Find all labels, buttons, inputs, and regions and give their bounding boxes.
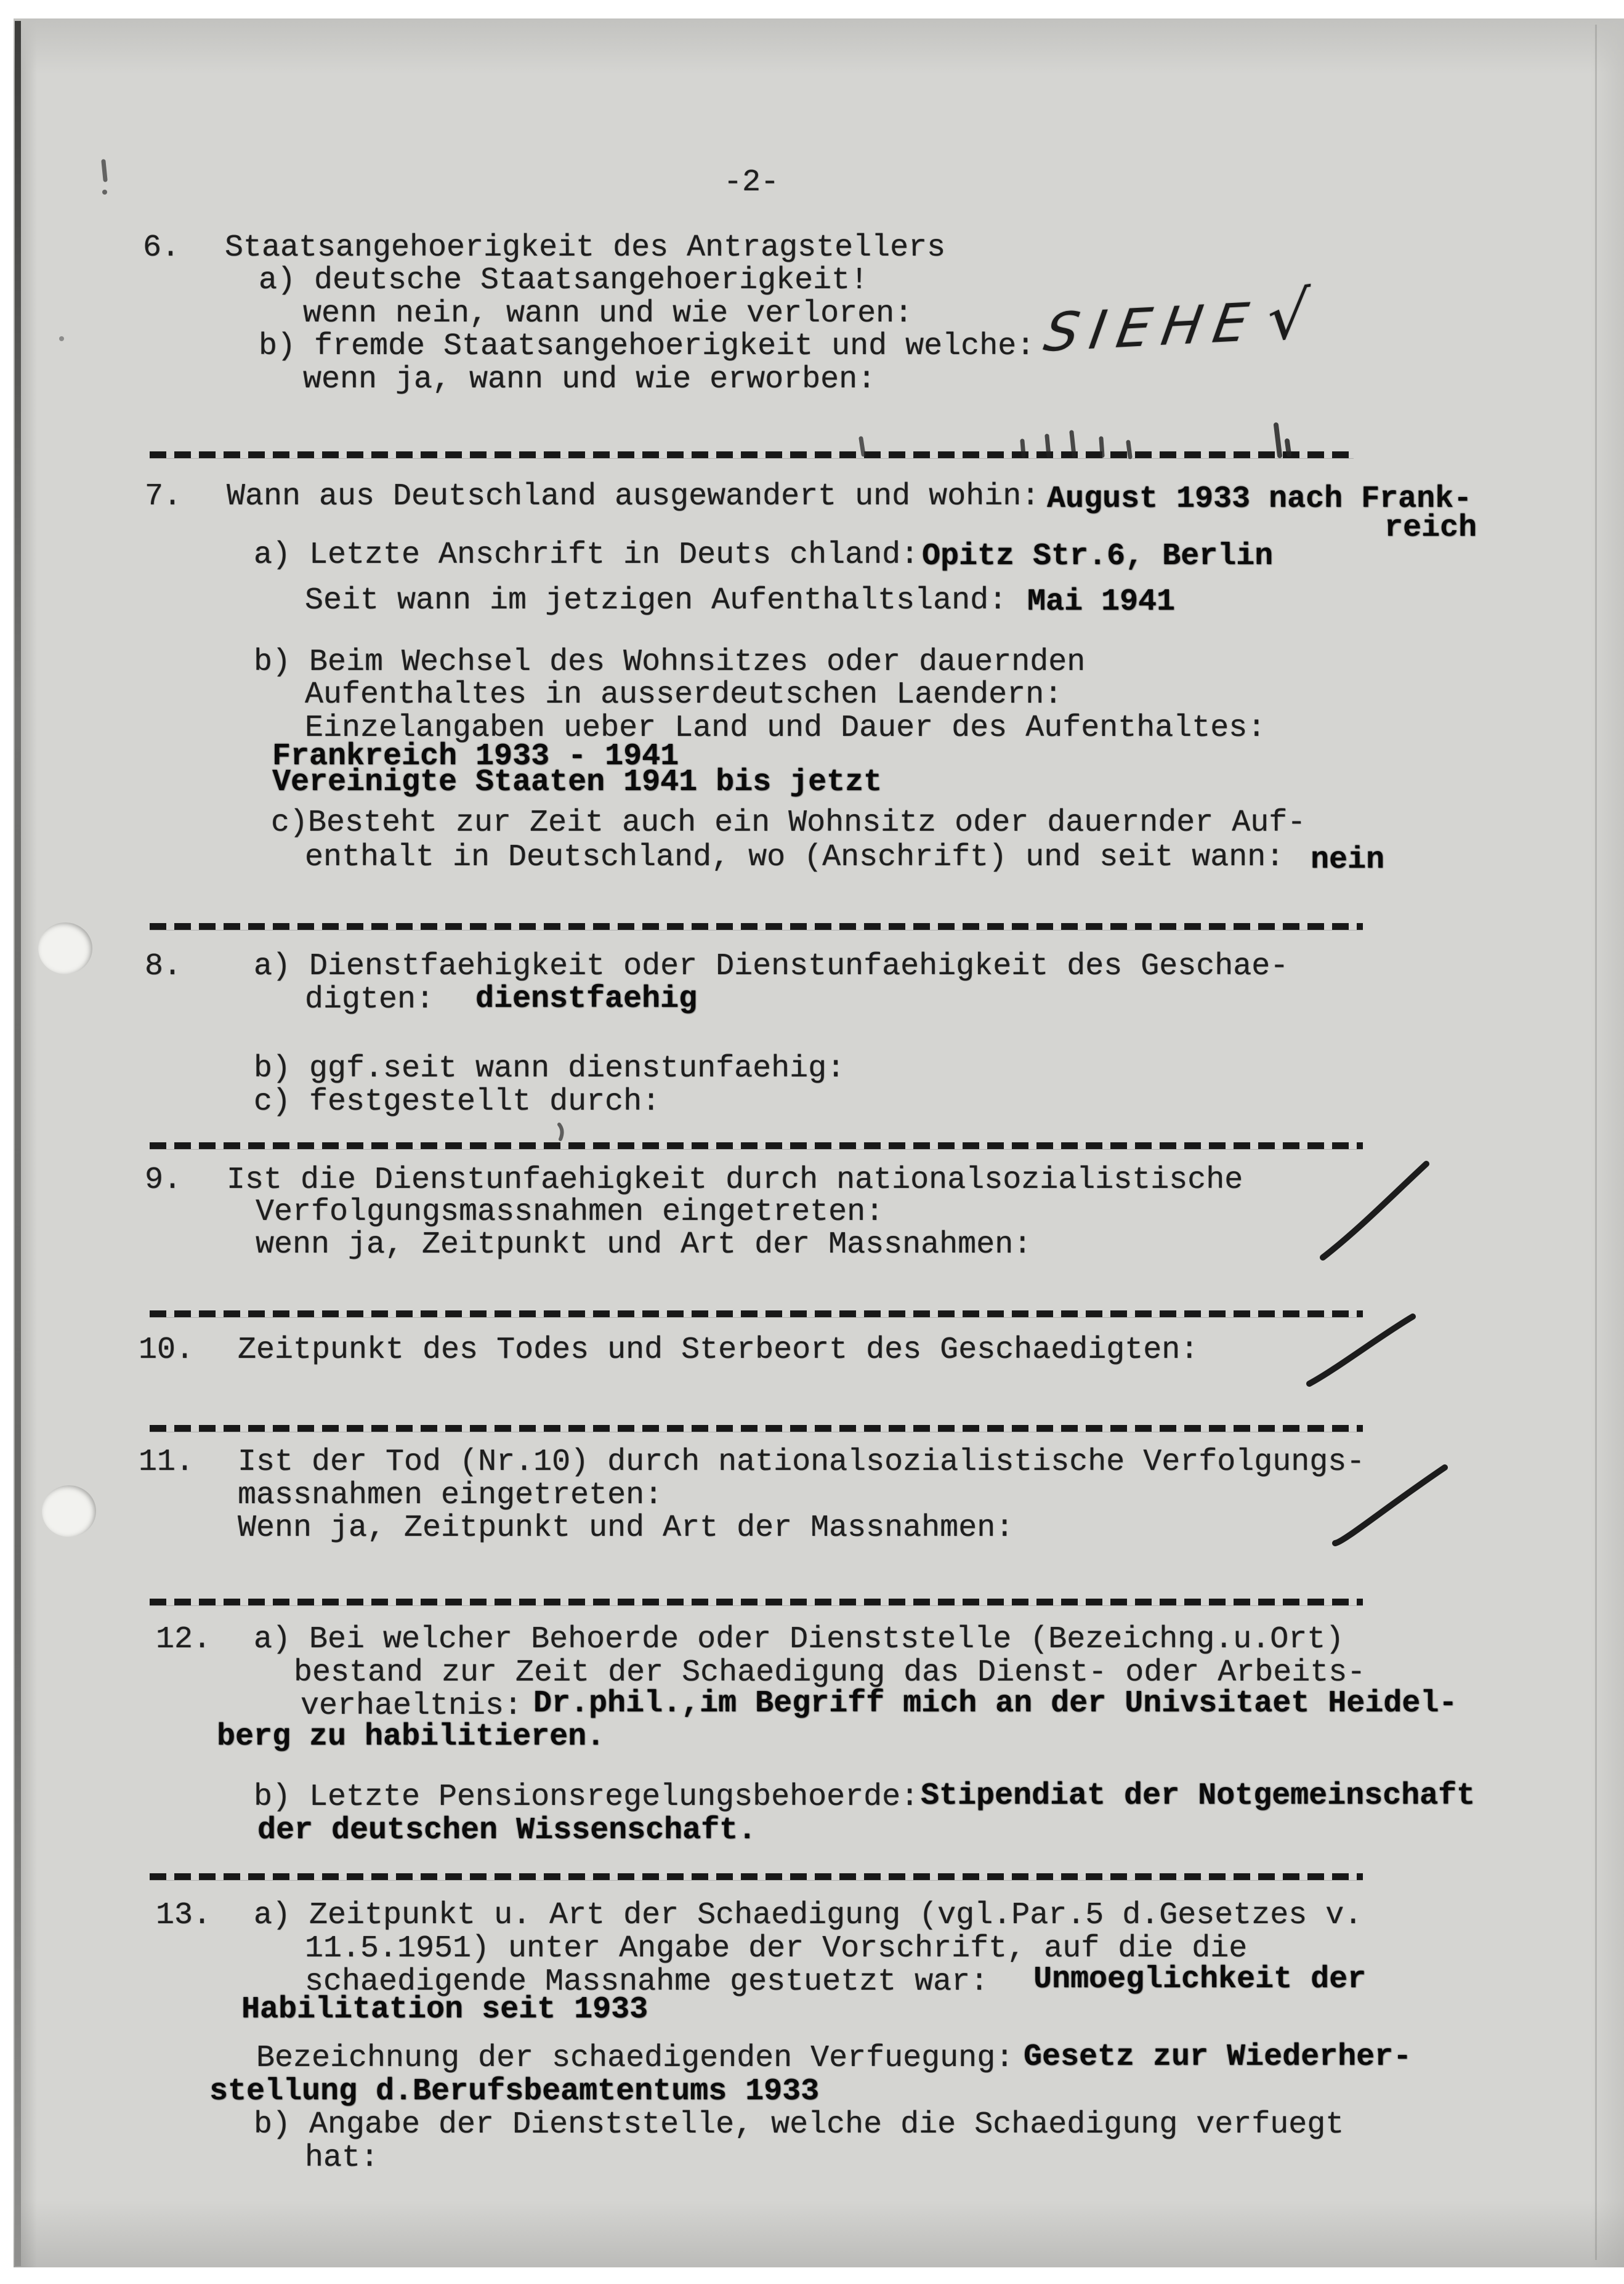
answer-damage-line1: Unmoeglichkeit der	[1033, 1962, 1367, 1997]
section-13-item-b2: hat:	[305, 2141, 379, 2176]
answer-pension-line2: der deutschen Wissenschaft.	[257, 1813, 757, 1848]
answer-fitness: dienstfaehig	[475, 982, 698, 1017]
section-11-line3: Wenn ja, Zeitpunkt und Art der Massnahmen:	[238, 1511, 1014, 1546]
answer-residence-germany: nein	[1311, 842, 1385, 878]
section-12-item-a3: verhaeltnis:	[301, 1689, 523, 1724]
answer-position-line1: Dr.phil.,im Begriff mich an der Univsitaet Heidel-	[533, 1686, 1458, 1721]
section-13-item-a3: schaedigende Massnahme gestuetzt war:	[305, 1964, 989, 2000]
section-6-title: Staatsangehoerigkeit des Antragstellers	[225, 230, 946, 265]
answer-pension-line1: Stipendiat der Notgemeinschaft	[921, 1778, 1476, 1814]
section-11-number: 11.	[139, 1445, 195, 1480]
punch-hole	[42, 1485, 96, 1537]
answer-decree-line1: Gesetz zur Wiederher-	[1024, 2040, 1412, 2075]
section-13-item-a2: 11.5.1951) unter Angabe der Vorschrift, auf die die	[305, 1931, 1248, 1966]
section-7-item-b2: Aufenthaltes in ausserdeutschen Laendern:	[305, 677, 1063, 712]
section-9-line3: wenn ja, Zeitpunkt und Art der Massnahmen:	[256, 1227, 1032, 1262]
section-8-item-c: c) festgestellt durch:	[254, 1084, 661, 1120]
section-6-item-a2: wenn nein, wann und wie verloren:	[303, 296, 913, 331]
section-7-number: 7.	[145, 479, 182, 514]
dashed-separator	[150, 923, 1363, 930]
section-8-number: 8.	[145, 949, 182, 984]
section-9-line1: Ist die Dienstunfaehigkeit durch nationalsozialistische	[227, 1163, 1243, 1198]
section-12-item-b: b) Letzte Pensionsregelungsbehoerde:	[254, 1780, 919, 1815]
section-12-item-a: a) Bei welcher Behoerde oder Dienststelle (Bezeichng.u.Ort)	[254, 1622, 1344, 1657]
section-8-item-a2: digten:	[305, 982, 435, 1017]
section-13-item-a4: Bezeichnung der schaedigenden Verfuegung:	[256, 2041, 1014, 2076]
section-13-number: 13.	[156, 1898, 212, 1933]
dashed-separator	[150, 451, 1354, 458]
section-7-item-a: a) Letzte Anschrift in Deuts chland:	[254, 538, 919, 573]
answer-countries-line2: Vereinigte Staaten 1941 bis jetzt	[272, 765, 883, 800]
section-7-item-c: c)Besteht zur Zeit auch ein Wohnsitz oder dauernder Auf-	[271, 805, 1306, 841]
section-6-item-b2: wenn ja, wann und wie erworben:	[303, 362, 876, 397]
dashed-separator	[150, 1425, 1363, 1432]
punch-hole	[38, 922, 92, 974]
handwritten-siehe-note	[1040, 278, 1315, 366]
handwritten-check-mark: √	[1266, 276, 1312, 357]
section-13-item-b: b) Angabe der Dienststelle, welche die Schaedigung verfuegt	[254, 2107, 1344, 2142]
page-number: -2-	[724, 165, 780, 200]
section-6-item-a: a) deutsche Staatsangehoerigkeit!	[259, 263, 869, 298]
section-10-number: 10.	[139, 1333, 195, 1368]
dashed-separator	[150, 1310, 1363, 1317]
section-7-item-b3: Einzelangaben ueber Land und Dauer des Aufenthaltes:	[305, 711, 1266, 746]
answer-position-line2: berg zu habilitieren.	[217, 1719, 605, 1754]
answer-decree-line2: stellung d.Berufsbeamtentums 1933	[209, 2074, 820, 2109]
section-11-line2: massnahmen eingetreten:	[238, 1478, 663, 1513]
section-10-line1: Zeitpunkt des Todes und Sterbeort des Geschaedigten:	[238, 1333, 1199, 1368]
section-7-item-a2: Seit wann im jetzigen Aufenthaltsland:	[305, 583, 1008, 618]
section-7-question: Wann aus Deutschland ausgewandert und wohin:	[227, 479, 1040, 514]
scan-left-edge	[15, 21, 21, 2266]
answer-damage-line2: Habilitation seit 1933	[241, 1992, 648, 2027]
section-8-item-a: a) Dienstfaehigkeit oder Dienstunfaehigkeit des Geschae-	[254, 949, 1289, 984]
dashed-separator	[150, 1599, 1363, 1605]
section-9-number: 9.	[145, 1163, 182, 1198]
handwritten-siehe-text: SIEHE	[1040, 291, 1264, 365]
answer-since-when: Mai 1941	[1027, 584, 1176, 619]
section-11-line1: Ist der Tod (Nr.10) durch nationalsozialistische Verfolgungs-	[238, 1445, 1365, 1480]
section-6-item-b: b) fremde Staatsangehoerigkeit und welche:	[259, 329, 1035, 364]
section-7-item-b: b) Beim Wechsel des Wohnsitzes oder dauernden	[254, 645, 1086, 680]
section-8-item-b: b) ggf.seit wann dienstunfaehig:	[254, 1051, 846, 1086]
answer-countries-line1: Frankreich 1933 - 1941	[272, 739, 679, 774]
section-12-item-a2: bestand zur Zeit der Schaedigung das Dienst- oder Arbeits-	[294, 1655, 1366, 1690]
section-12-number: 12.	[156, 1622, 212, 1657]
answer-emigration-line2: reich	[1384, 510, 1477, 546]
answer-emigration-line1: August 1933 nach Frank-	[1047, 482, 1473, 517]
dashed-separator	[150, 1142, 1363, 1149]
dashed-separator	[150, 1873, 1363, 1880]
section-9-line2: Verfolgungsmassnahmen eingetreten:	[256, 1195, 884, 1230]
section-6-number: 6.	[143, 230, 180, 265]
section-13-item-a: a) Zeitpunkt u. Art der Schaedigung (vgl.Par.5 d.Gesetzes v.	[254, 1898, 1363, 1933]
section-7-item-c2: enthalt in Deutschland, wo (Anschrift) und seit wann:	[305, 840, 1285, 875]
scan-right-fold	[1595, 25, 1597, 2260]
answer-last-address: Opitz Str.6, Berlin	[922, 539, 1274, 574]
